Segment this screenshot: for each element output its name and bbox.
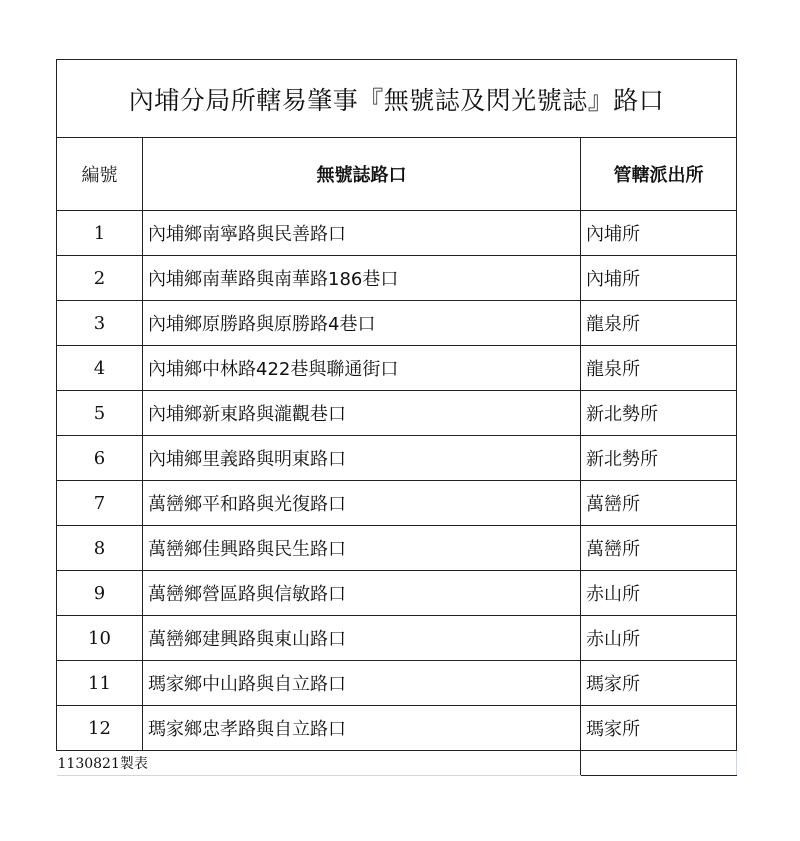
table-row — [57, 616, 737, 661]
table-row — [57, 661, 737, 706]
row-no: 2 — [57, 256, 143, 301]
table-row — [57, 571, 737, 616]
table-row — [57, 481, 737, 526]
row-road: 內埔鄉南寧路與民善路口 — [143, 211, 581, 256]
row-station: 赤山所 — [581, 571, 737, 616]
header-road: 無號誌路口 — [143, 138, 581, 211]
row-station: 龍泉所 — [581, 346, 737, 391]
table-row — [57, 346, 737, 391]
row-road: 萬巒鄉佳興路與民生路口 — [143, 526, 581, 571]
table-row — [57, 301, 737, 346]
table-row — [57, 706, 737, 751]
row-no: 10 — [57, 616, 143, 661]
row-road: 萬巒鄉營區路與信敏路口 — [143, 571, 581, 616]
intersection-table — [56, 59, 737, 776]
row-station: 新北勢所 — [581, 436, 737, 481]
row-road: 內埔鄉里義路與明東路口 — [143, 436, 581, 481]
row-station: 內埔所 — [581, 211, 737, 256]
row-station: 瑪家所 — [581, 661, 737, 706]
table-row — [57, 391, 737, 436]
row-station: 瑪家所 — [581, 706, 737, 751]
row-no: 12 — [57, 706, 143, 751]
footer-empty-cell — [581, 751, 737, 776]
row-station: 內埔所 — [581, 256, 737, 301]
row-road: 內埔鄉中林路422巷與聯通街口 — [143, 346, 581, 391]
row-station: 萬巒所 — [581, 526, 737, 571]
row-no: 9 — [57, 571, 143, 616]
row-station: 新北勢所 — [581, 391, 737, 436]
row-no: 8 — [57, 526, 143, 571]
row-road: 內埔鄉南華路與南華路186巷口 — [143, 256, 581, 301]
row-no: 5 — [57, 391, 143, 436]
row-no: 1 — [57, 211, 143, 256]
row-station: 龍泉所 — [581, 301, 737, 346]
header-station: 管轄派出所 — [581, 138, 737, 211]
row-no: 11 — [57, 661, 143, 706]
row-road: 瑪家鄉忠孝路與自立路口 — [143, 706, 581, 751]
row-no: 6 — [57, 436, 143, 481]
table-row — [57, 436, 737, 481]
row-no: 3 — [57, 301, 143, 346]
title-row — [57, 60, 737, 138]
row-no: 4 — [57, 346, 143, 391]
row-no: 7 — [57, 481, 143, 526]
row-station: 赤山所 — [581, 616, 737, 661]
row-road: 內埔鄉原勝路與原勝路4巷口 — [143, 301, 581, 346]
row-station: 萬巒所 — [581, 481, 737, 526]
table-row — [57, 211, 737, 256]
header-row — [57, 138, 737, 211]
row-road: 內埔鄉新東路與瀧觀巷口 — [143, 391, 581, 436]
table-title: 內埔分局所轄易肇事『無號誌及閃光號誌』路口 — [57, 60, 737, 138]
table-row — [57, 526, 737, 571]
header-no: 編號 — [57, 138, 143, 211]
table-row — [57, 256, 737, 301]
row-road: 萬巒鄉建興路與東山路口 — [143, 616, 581, 661]
footer-row — [57, 751, 737, 776]
row-road: 瑪家鄉中山路與自立路口 — [143, 661, 581, 706]
footer-note: 1130821製表 — [57, 751, 581, 776]
document-sheet — [56, 59, 736, 776]
row-road: 萬巒鄉平和路與光復路口 — [143, 481, 581, 526]
